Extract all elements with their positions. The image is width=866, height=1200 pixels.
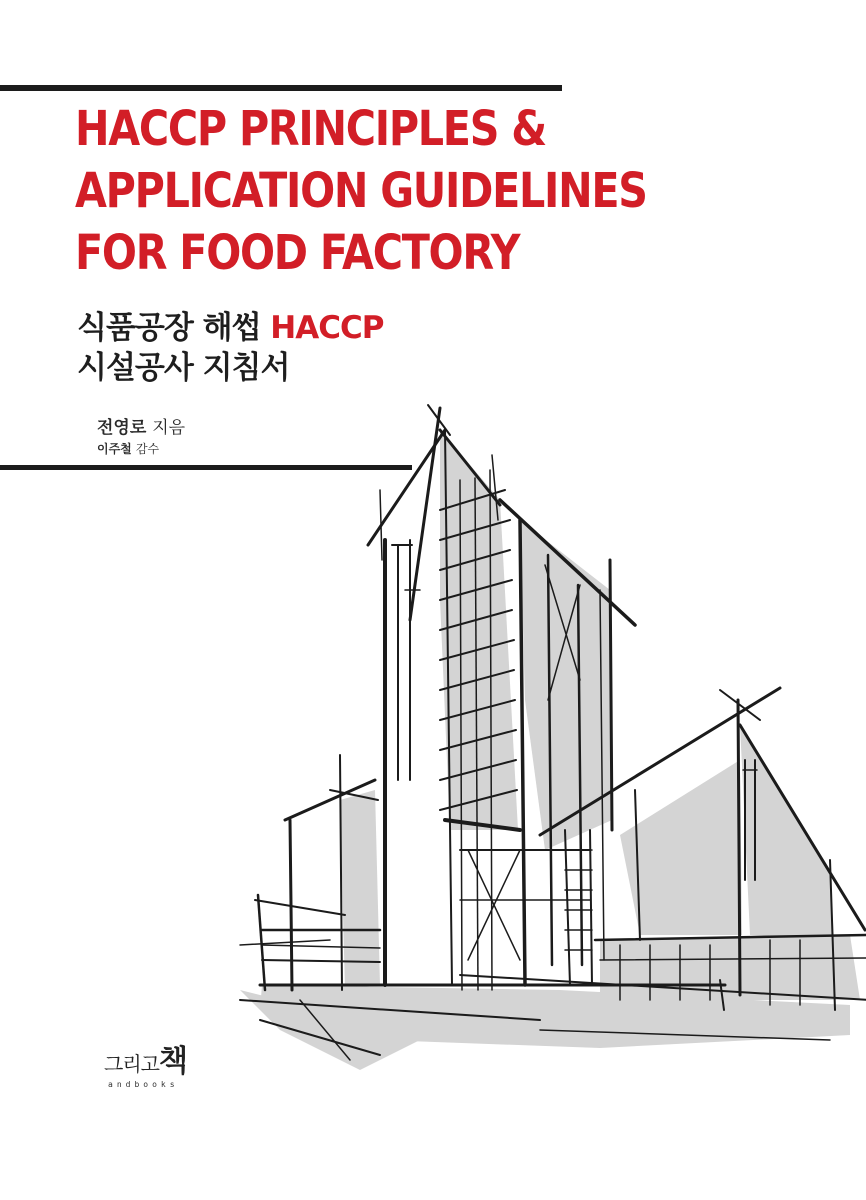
reviewer-role: 감수: [135, 442, 160, 456]
publisher-logo-main: 그리고: [104, 1052, 159, 1076]
title-line-2: APPLICATION GUIDELINES: [75, 163, 647, 219]
title-line-3: FOR FOOD FACTORY: [75, 225, 520, 281]
publisher-logo-text: [104, 1036, 187, 1080]
author-name: 전영로: [97, 418, 147, 438]
top-rule: [0, 85, 562, 91]
korean-title-line-2: 시설공사 지침서: [77, 350, 290, 386]
title-line-1: HACCP PRINCIPLES &: [75, 101, 546, 157]
korean-title: [77, 308, 383, 388]
english-title: [75, 98, 855, 284]
author-role: 지음: [152, 418, 186, 438]
korean-title-line-1: [77, 308, 383, 348]
publisher-sub: andbooks: [108, 1080, 179, 1089]
publisher-logo: [104, 1036, 187, 1089]
reviewer-name: 이주철: [97, 442, 132, 456]
korean-title-main: 식품공장 해썹: [77, 310, 271, 346]
korean-title-accent: HACCP: [270, 310, 384, 346]
publisher-logo-big: 책: [158, 1044, 187, 1079]
building-sketch-illustration: [0, 395, 866, 1075]
